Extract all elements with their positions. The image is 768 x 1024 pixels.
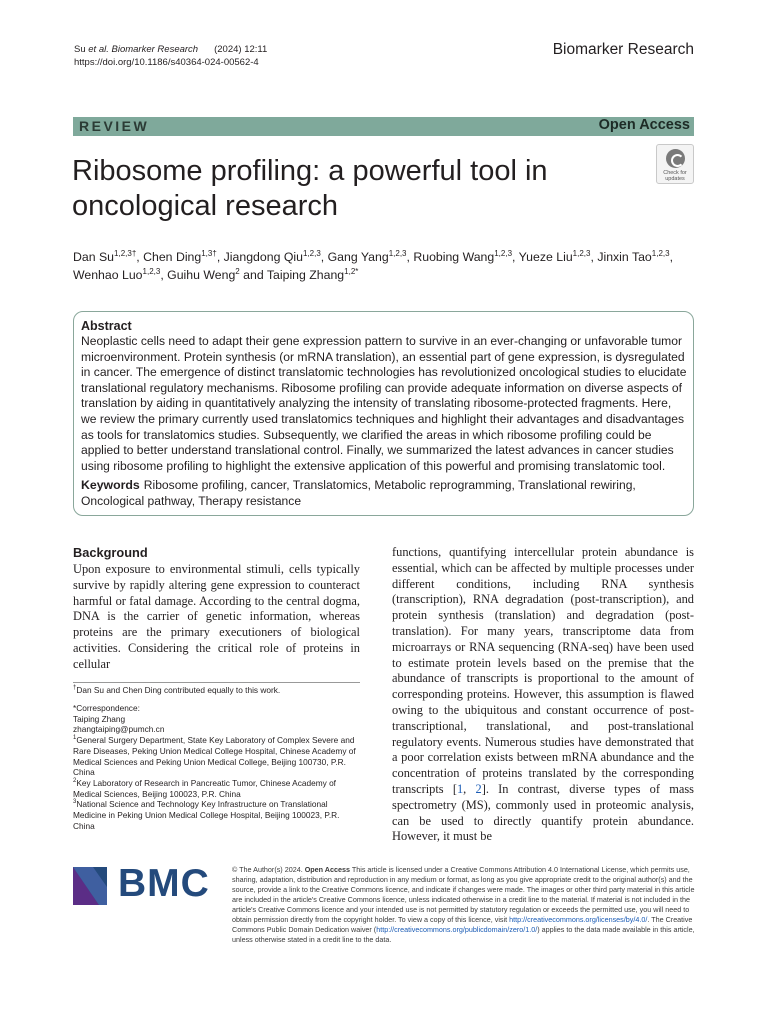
author-affiliation-marker: 1,2* bbox=[344, 266, 359, 276]
affiliation-marker: 3 bbox=[73, 799, 77, 806]
check-updates-icon bbox=[666, 149, 685, 168]
bmc-logo bbox=[73, 862, 215, 905]
affiliation-text: General Surgery Department, State Key Laboratory of Complex Severe and Rare Diseases, Peking Union Medical College Hospital, Chinese Academy of Medical Sciences and Peking Union Medical College, Beijing 100730, P.R. China bbox=[73, 735, 356, 778]
bmc-logo-mark-icon bbox=[73, 867, 107, 905]
author-separator: , bbox=[160, 268, 168, 282]
license-link[interactable]: http://creativecommons.org/licenses/by/4.0/ bbox=[509, 915, 648, 924]
bmc-logo-text: BMC bbox=[118, 862, 210, 905]
footnote-text: Dan Su and Chen Ding contributed equally to this work. bbox=[76, 685, 281, 695]
author-name[interactable]: Yueze Liu bbox=[518, 250, 573, 264]
reference-link[interactable]: 2 bbox=[475, 781, 482, 796]
section-heading: Background bbox=[73, 545, 148, 560]
correspondence-label: *Correspondence: bbox=[73, 703, 140, 713]
article-type-label: REVIEW bbox=[79, 118, 150, 134]
affiliation-marker: 2 bbox=[73, 778, 77, 785]
license-body: . The Creative Commons Public Domain Dedication waiver ( bbox=[232, 915, 693, 934]
license-text bbox=[232, 865, 696, 945]
author-separator: and bbox=[239, 268, 267, 282]
journal-name: Biomarker Research bbox=[552, 41, 694, 58]
author-separator: , bbox=[136, 250, 144, 264]
public-domain-link[interactable]: http://creativecommons.org/publicdomain/zero/1.0/ bbox=[376, 925, 538, 934]
keywords-text: Ribosome profiling, cancer, Translatomics, Metabolic reprogramming, Translational rewiring, Oncological pathway, Therapy resistance bbox=[81, 478, 636, 508]
author-affiliation-marker: 1,2,3 bbox=[302, 248, 321, 258]
author-name[interactable]: Wenhao Luo bbox=[73, 268, 143, 282]
body-paragraph-left: Upon exposure to environmental stimuli, cells typically survive by rapidly altering gene expression to counteract harmful or fatal damage. According to the central dogma, DNA is the carrier of genetic information, whereas proteins are the primary executioners of biological activities. Considering the critical role of proteins in cellular bbox=[73, 562, 360, 671]
affiliation-text: National Science and Technology Key Infrastructure on Translational Medicine in Peking Union Medical College Hospital, Beijing 100023, P.R. China bbox=[73, 799, 340, 831]
footnote-divider bbox=[73, 682, 360, 683]
affiliation-2 bbox=[73, 778, 363, 799]
footnote-marker: † bbox=[73, 685, 77, 692]
article-type-bar bbox=[73, 117, 694, 136]
author-name[interactable]: Taiping Zhang bbox=[266, 268, 345, 282]
body-paragraph-right bbox=[392, 545, 694, 845]
author-affiliation-marker: 1,2,3 bbox=[572, 248, 591, 258]
author-name[interactable]: Chen Ding bbox=[143, 250, 202, 264]
license-body: This article is licensed under a Creative Commons Attribution 4.0 International License, which permits use, sharing, adaptation, distribution and reproduction in any medium or format, as long as you give appropriate credit to the original author(s) and the source, provide a link to the Creative Commons licence, and indicate if changes were made. The images or other third party material in this article are included in the article's Creative Commons licence, unless indicated otherwise in a credit line to the material. If material is not included in the article's Creative Commons licence and your intended use is not permitted by statutory regulation or exceeds the permitted use, you will need to obtain permission directly from the copyright holder. To view a copy of this licence, visit bbox=[232, 865, 695, 924]
author-affiliation-marker: 1,3† bbox=[201, 248, 217, 258]
author-separator: , bbox=[590, 250, 598, 264]
citation-year: (2024) 12:11 bbox=[214, 44, 268, 55]
affiliation-3 bbox=[73, 799, 363, 831]
author-separator: , bbox=[512, 250, 519, 264]
reference-separator: , bbox=[463, 781, 476, 796]
citation-authors: Su bbox=[74, 44, 89, 55]
author-affiliation-marker: 2 bbox=[235, 266, 240, 276]
citation-journal: et al. Biomarker Research bbox=[88, 44, 199, 55]
license-open-access: Open Access bbox=[304, 865, 350, 874]
footnote-equal-contribution bbox=[73, 685, 363, 696]
doi-link[interactable]: https://doi.org/10.1186/s40364-024-00562-4 bbox=[74, 57, 259, 68]
author-affiliation-marker: 1,2,3 bbox=[651, 248, 670, 258]
check-for-updates-button[interactable] bbox=[656, 144, 694, 184]
author-name[interactable]: Jinxin Tao bbox=[597, 250, 652, 264]
correspondence-email[interactable]: zhangtaiping@pumch.cn bbox=[73, 724, 165, 735]
keywords-label: Keywords bbox=[81, 478, 140, 492]
author-separator: , bbox=[216, 250, 224, 264]
author-separator: , bbox=[320, 250, 328, 264]
author-list bbox=[73, 248, 698, 284]
author-name[interactable]: Guihu Weng bbox=[167, 268, 236, 282]
license-copyright: © The Author(s) 2024. bbox=[232, 865, 305, 874]
abstract-text: Neoplastic cells need to adapt their gene expression pattern to survive in an ever-changing or unfavorable tumor microenvironment. Protein synthesis (or mRNA translation), an essential part of gene expression, is dysregulated in cancer. The emergence of distinct translatomic technologies has revolutionized oncological studies to elucidate translational regulatory mechanisms. Ribosome profiling can provide adequate information on diverse aspects of translation by aiding in quantitatively analyzing the intensity of translating ribosome-protected fragments. Here, we review the primary currently used translatomics techniques and highlight their advantages and disadvantages as tools for translatomics studies. Subsequently, we clarified the areas in which ribosome profiling could be applied to better understand translational control. Finally, we summarized the latest advances in cancer studies using ribosome profiling to highlight the extensive application of this powerful and promising translatomic tool. bbox=[81, 334, 687, 473]
affiliation-1 bbox=[73, 735, 363, 778]
open-access-label: Open Access bbox=[598, 117, 690, 133]
reference-link[interactable]: 1 bbox=[456, 781, 464, 796]
affiliation-marker: 1 bbox=[73, 735, 77, 742]
body-text: ]. In contrast, diverse types of mass spectrometry (MS), commonly used in proteomic analysis, can be used to directly quantify protein abundance. However, it must be bbox=[392, 781, 694, 844]
author-separator: , bbox=[669, 250, 673, 264]
author-affiliation-marker: 1,2,3† bbox=[114, 248, 137, 258]
author-affiliation-marker: 1,2,3 bbox=[388, 248, 407, 258]
article-title: Ribosome profiling: a powerful tool in oncological research bbox=[72, 155, 548, 222]
author-name[interactable]: Gang Yang bbox=[327, 250, 389, 264]
author-name[interactable]: Dan Su bbox=[73, 250, 115, 264]
body-text: functions, quantifying intercellular protein abundance is essential, which can be affected by multiple processes under different conditions, including RNA synthesis (transcription), RNA degradation (post-transcription), and protein synthesis (translation) and degradation (post-translation). For many years, transcriptome data from microarrays or RNA sequencing (RNA-seq) have been used to estimate protein levels based on the premise that the abundance of transcripts is proportional to the amount of corresponding proteins. However, this assumption is flawed owing to the ubiquitous and constant occurrence of post-transcriptional, translational, and post-translational regulatory events. Numerous studies have demonstrated that a poor correlation exists between mRNA abundance and the concentration of proteins translated by the corresponding transcripts [ bbox=[392, 545, 694, 796]
citation-header bbox=[74, 43, 267, 69]
author-name[interactable]: Jiangdong Qiu bbox=[223, 250, 303, 264]
correspondence-name: Taiping Zhang bbox=[73, 713, 126, 724]
keywords bbox=[81, 477, 688, 509]
citation-line bbox=[74, 43, 267, 56]
author-affiliation-marker: 1,2,3 bbox=[142, 266, 161, 276]
abstract-heading: Abstract bbox=[81, 319, 132, 333]
author-affiliation-marker: 1,2,3 bbox=[494, 248, 513, 258]
section-heading-wrap bbox=[73, 545, 360, 561]
check-updates-label: Check for updates bbox=[663, 170, 687, 182]
license-body: ) applies to the data made available in this article, unless otherwise stated in a credit line to the data. bbox=[232, 925, 695, 944]
author-separator: , bbox=[406, 250, 414, 264]
affiliation-text: Key Laboratory of Research in Pancreatic Tumor, Chinese Academy of Medical Sciences, Beijing 100023, P.R. China bbox=[73, 777, 336, 799]
footnote-correspondence bbox=[73, 703, 363, 831]
author-name[interactable]: Ruobing Wang bbox=[413, 250, 495, 264]
